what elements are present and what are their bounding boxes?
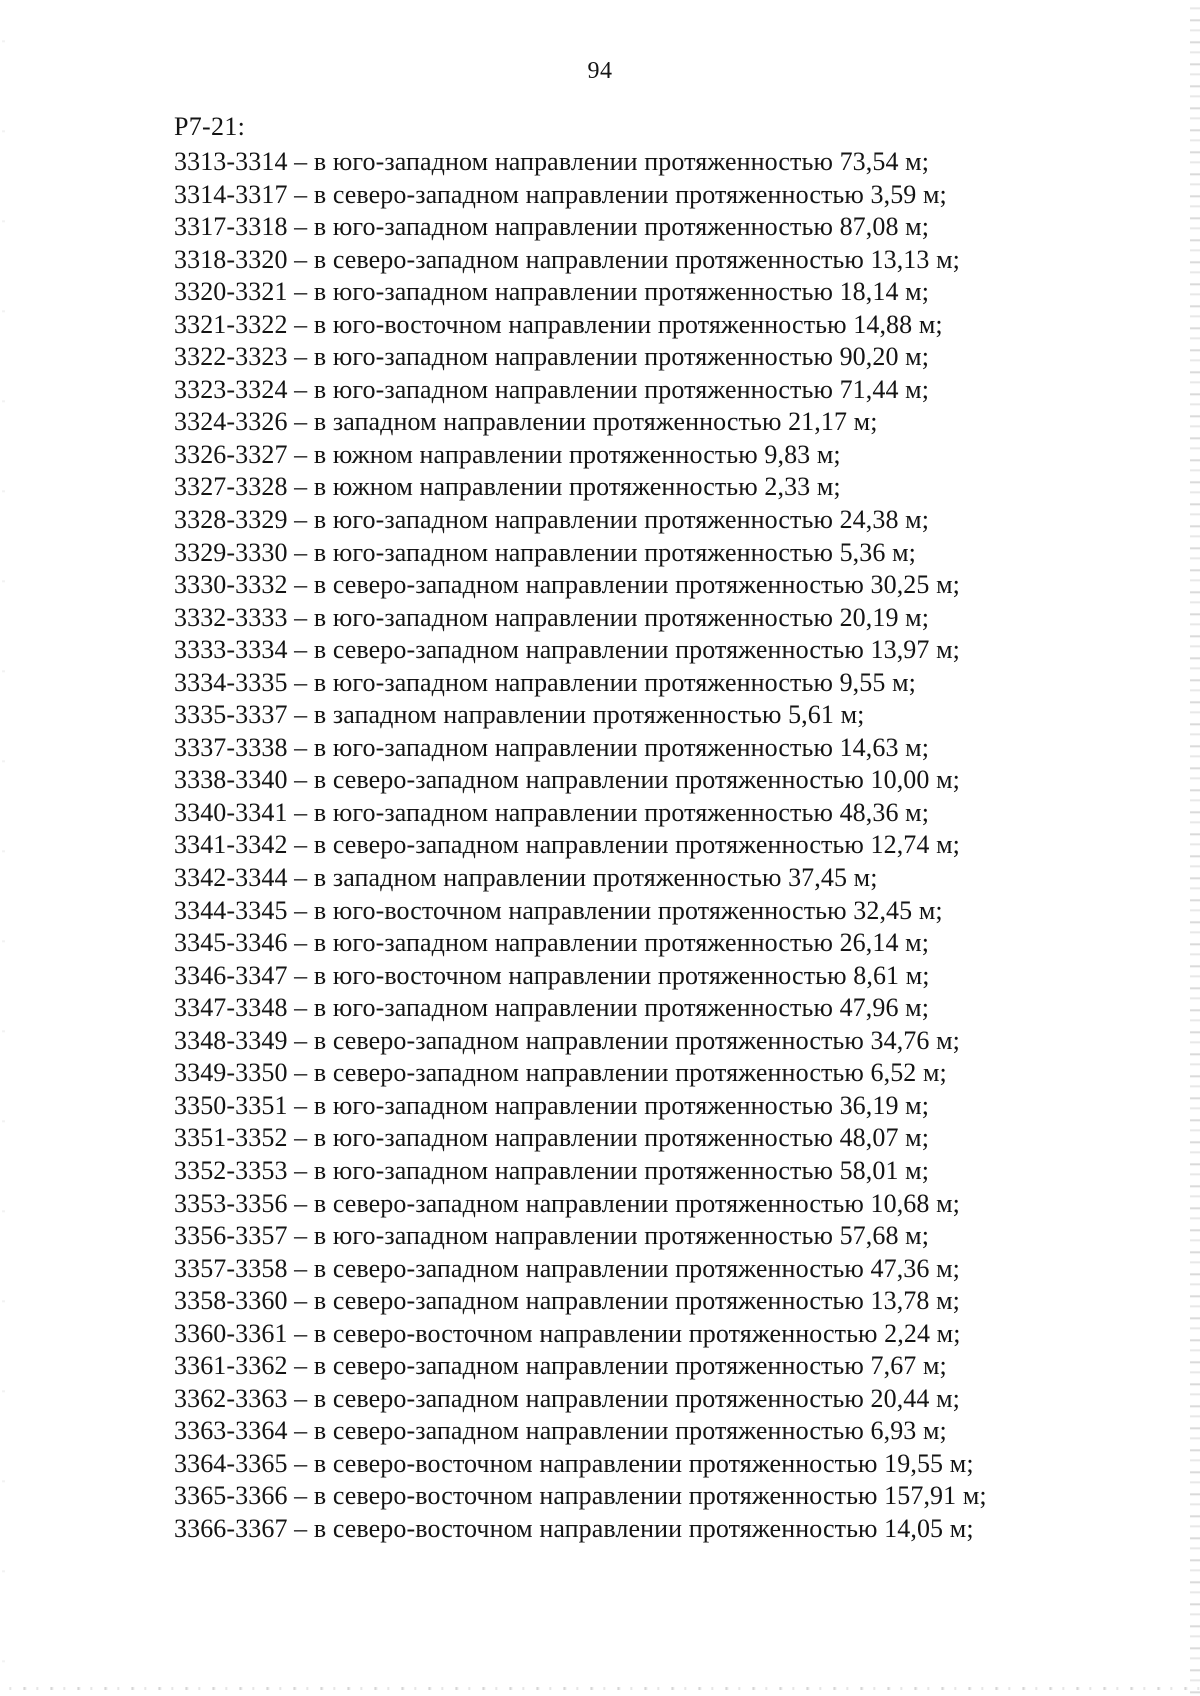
boundary-segment-entry: 3364-3365 – в северо-восточном направлении протяженностью 19,55 м; — [174, 1448, 974, 1478]
boundary-segment-entry: 3313-3314 – в юго-западном направлении протяженностью 73,54 м; — [174, 147, 930, 176]
boundary-segment-entry: 3334-3335 – в юго-западном направлении протяженностью 9,55 м; — [174, 667, 916, 697]
boundary-segment-entry: 3330-3332 – в северо-западном направлении протяженностью 30,25 м; — [174, 570, 960, 600]
boundary-segment-entry: 3366-3367 – в северо-восточном направлении протяженностью 14,05 м; — [174, 1513, 974, 1543]
scan-edge-bottom — [0, 1687, 1200, 1690]
boundary-segment-entry: 3341-3342 – в северо-западном направлении протяженностью 12,74 м; — [174, 830, 960, 860]
scan-edge-right — [1190, 0, 1200, 1696]
boundary-segment-entry: 3345-3346 – в юго-западном направлении протяженностью 26,14 м; — [174, 928, 930, 958]
boundary-segment-entry: 3318-3320 – в северо-западном направлении протяженностью 13,13 м; — [174, 244, 960, 274]
boundary-segment-entry: 3340-3341 – в юго-западном направлении протяженностью 48,36 м; — [174, 797, 930, 827]
boundary-segment-entry: 3358-3360 – в северо-западном направлении протяженностью 13,78 м; — [174, 1286, 960, 1316]
boundary-segment-entry: 3321-3322 – в юго-восточном направлении протяженностью 14,88 м; — [174, 309, 943, 339]
boundary-segment-entry: 3333-3334 – в северо-западном направлении протяженностью 13,97 м; — [174, 635, 960, 665]
boundary-segment-entry: 3314-3317 – в северо-западном направлении протяженностью 3,59 м; — [174, 179, 947, 209]
boundary-segment-entry: 3350-3351 – в юго-западном направлении протяженностью 36,19 м; — [174, 1090, 930, 1120]
scan-edge-left — [2, 0, 5, 1696]
boundary-segment-entry: 3348-3349 – в северо-западном направлении протяженностью 34,76 м; — [174, 1025, 960, 1055]
boundary-segment-entry: 3323-3324 – в юго-западном направлении протяженностью 71,44 м; — [174, 374, 930, 404]
boundary-segment-entry: 3327-3328 – в южном направлении протяженностью 2,33 м; — [174, 472, 841, 502]
boundary-segment-entry: 3352-3353 – в юго-западном направлении протяженностью 58,01 м; — [174, 1155, 930, 1185]
boundary-segment-entry: 3360-3361 – в северо-восточном направлении протяженностью 2,24 м; — [174, 1318, 961, 1348]
boundary-segment-entry: 3332-3333 – в юго-западном направлении протяженностью 20,19 м; — [174, 602, 930, 632]
boundary-segment-entry: 3347-3348 – в юго-западном направлении протяженностью 47,96 м; — [174, 993, 930, 1023]
boundary-segment-entry: 3329-3330 – в юго-западном направлении протяженностью 5,36 м; — [174, 537, 916, 567]
boundary-segment-entry: 3363-3364 – в северо-западном направлении протяженностью 6,93 м; — [174, 1416, 947, 1446]
boundary-segment-entry: 3324-3326 – в западном направлении протяженностью 21,17 м; — [174, 407, 878, 437]
boundary-segment-entry: 3361-3362 – в северо-западном направлении протяженностью 7,67 м; — [174, 1351, 947, 1381]
boundary-segment-entry: 3335-3337 – в западном направлении протяженностью 5,61 м; — [174, 700, 865, 730]
boundary-segment-entry: 3365-3366 – в северо-восточном направлении протяженностью 157,91 м; — [174, 1481, 987, 1511]
boundary-segment-entry: 3328-3329 – в юго-западном направлении протяженностью 24,38 м; — [174, 505, 930, 535]
boundary-segment-list — [174, 146, 987, 1546]
boundary-segment-entry: 3344-3345 – в юго-восточном направлении протяженностью 32,45 м; — [174, 895, 943, 925]
boundary-segment-entry: 3337-3338 – в юго-западном направлении протяженностью 14,63 м; — [174, 732, 930, 762]
boundary-segment-entry: 3326-3327 – в южном направлении протяженностью 9,83 м; — [174, 439, 841, 469]
section-label: Р7-21: — [174, 112, 246, 141]
boundary-segment-entry: 3353-3356 – в северо-западном направлении протяженностью 10,68 м; — [174, 1188, 960, 1218]
boundary-segment-entry: 3346-3347 – в юго-восточном направлении протяженностью 8,61 м; — [174, 960, 930, 990]
boundary-segment-entry: 3357-3358 – в северо-западном направлении протяженностью 47,36 м; — [174, 1253, 960, 1283]
boundary-segment-entry: 3322-3323 – в юго-западном направлении протяженностью 90,20 м; — [174, 342, 930, 372]
boundary-segment-entry: 3320-3321 – в юго-западном направлении протяженностью 18,14 м; — [174, 277, 930, 307]
boundary-segment-entry: 3362-3363 – в северо-западном направлении протяженностью 20,44 м; — [174, 1383, 960, 1413]
boundary-segment-entry: 3338-3340 – в северо-западном направлении протяженностью 10,00 м; — [174, 765, 960, 795]
boundary-segment-entry: 3356-3357 – в юго-западном направлении протяженностью 57,68 м; — [174, 1221, 930, 1251]
boundary-segment-entry: 3317-3318 – в юго-западном направлении протяженностью 87,08 м; — [174, 212, 930, 242]
boundary-segment-entry: 3349-3350 – в северо-западном направлении протяженностью 6,52 м; — [174, 1058, 947, 1088]
boundary-segment-entry: 3351-3352 – в юго-западном направлении протяженностью 48,07 м; — [174, 1123, 930, 1153]
page-number: 94 — [587, 58, 613, 84]
boundary-segment-entry: 3342-3344 – в западном направлении протяженностью 37,45 м; — [174, 863, 878, 893]
